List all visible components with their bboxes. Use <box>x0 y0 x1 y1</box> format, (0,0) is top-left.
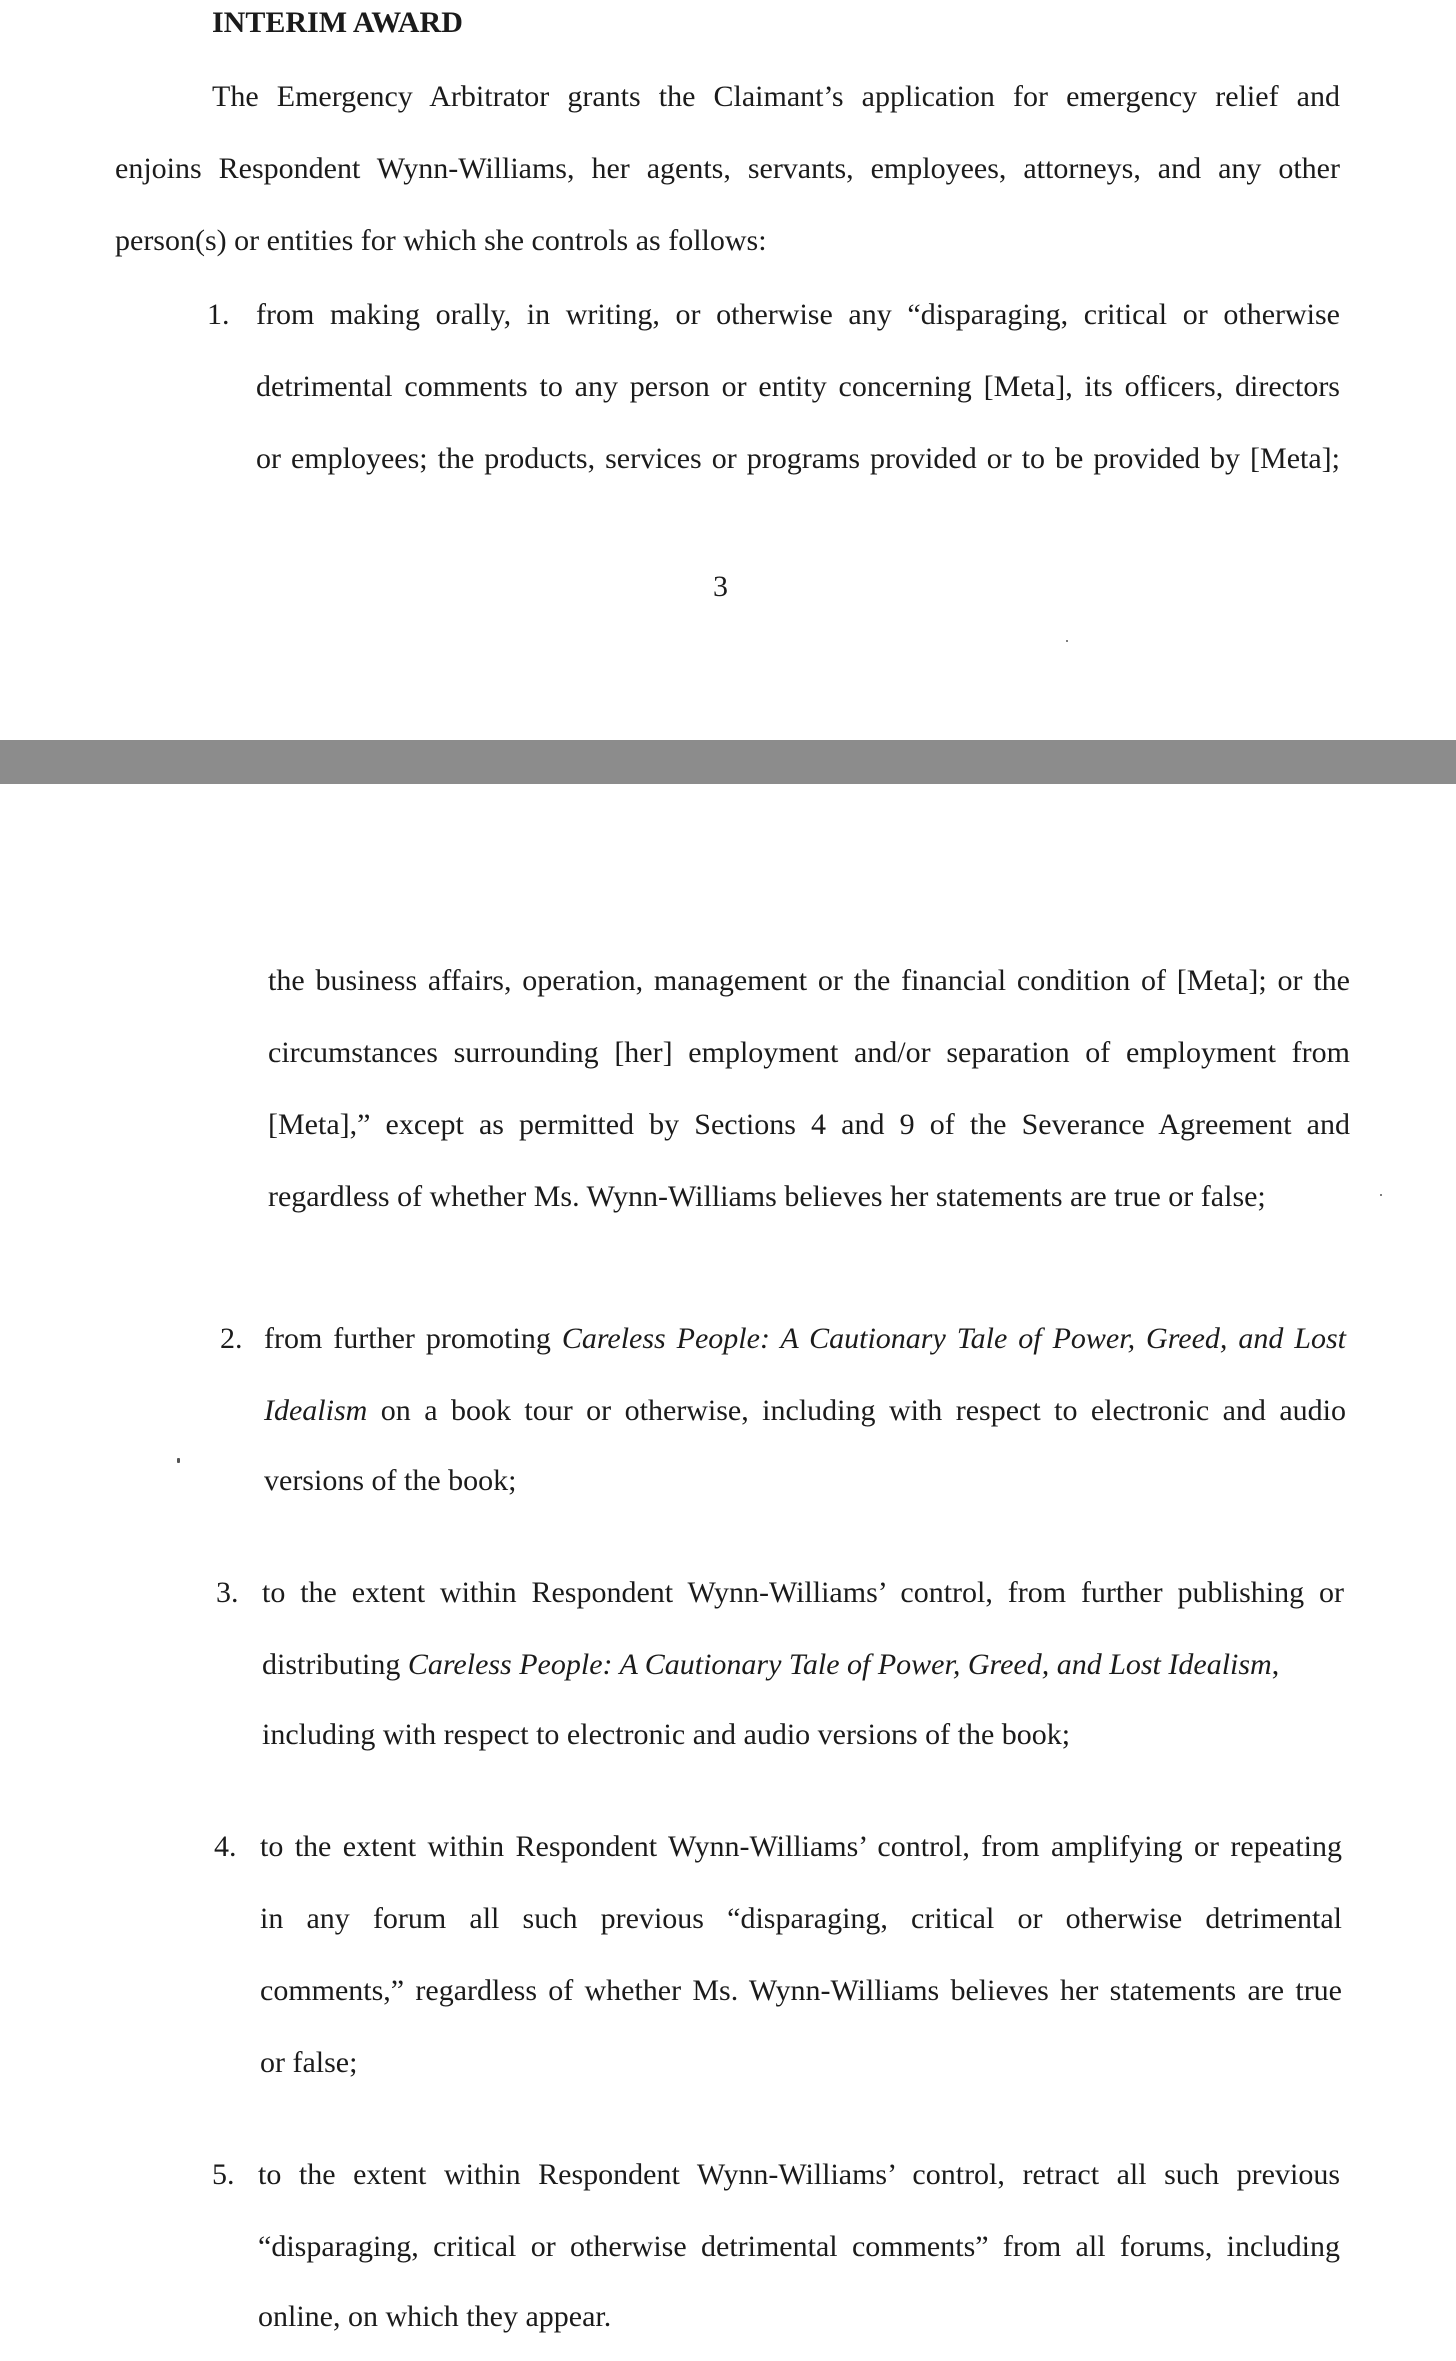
item-4-line-2: in any forum all such previous “disparaging, critical or otherwise detrimental <box>260 1902 1342 1935</box>
item-2-number: 2. <box>220 1322 243 1355</box>
item-4-line-1: to the extent within Respondent Wynn-Williams’ control, from amplifying or repeating <box>260 1830 1342 1863</box>
item-3-line-3: including with respect to electronic and audio versions of the book; <box>262 1718 1071 1751</box>
item-3-suffix: , <box>1271 1648 1280 1681</box>
item-3-prefix: distributing <box>262 1648 408 1681</box>
scan-speck <box>1066 640 1068 642</box>
item-4-line-3: comments,” regardless of whether Ms. Wynn-Williams believes her statements are true <box>260 1974 1342 2007</box>
item-1-cont-line-3: [Meta],” except as permitted by Sections 4 and 9 of the Severance Agreement and <box>268 1108 1350 1141</box>
intro-line-2: enjoins Respondent Wynn-Williams, her agents, servants, employees, attorneys, and any other <box>115 152 1340 185</box>
item-1-cont-line-4: regardless of whether Ms. Wynn-Williams believes her statements are true or false; <box>268 1180 1266 1213</box>
item-2-prefix: from further promoting <box>264 1322 562 1355</box>
item-4-line-4: or false; <box>260 2046 358 2079</box>
item-2-line-3: versions of the book; <box>264 1464 517 1497</box>
item-1-line-2: detrimental comments to any person or entity concerning [Meta], its officers, directors <box>256 370 1340 403</box>
item-4-number: 4. <box>214 1830 237 1863</box>
scan-speck-2 <box>1380 1194 1382 1196</box>
item-1-cont-line-1: the business affairs, operation, management or the financial condition of [Meta]; or the <box>268 964 1350 997</box>
item-1-cont-line-2: circumstances surrounding [her] employment and/or separation of employment from <box>268 1036 1350 1069</box>
item-5-number: 5. <box>212 2158 235 2191</box>
item-2-line-1 <box>264 1322 1346 1356</box>
item-3-line-1: to the extent within Respondent Wynn-Williams’ control, from further publishing or <box>262 1576 1344 1609</box>
page-separator <box>0 740 1456 784</box>
item-2-line-2 <box>264 1394 1346 1428</box>
intro-line-1: The Emergency Arbitrator grants the Claimant’s application for emergency relief and <box>212 80 1340 113</box>
scan-speck-3 <box>177 1458 180 1463</box>
item-5-line-2: “disparaging, critical or otherwise detrimental comments” from all forums, including <box>258 2230 1340 2263</box>
item-3-number: 3. <box>216 1576 239 1609</box>
item-3-book-title: Careless People: A Cautionary Tale of Power, Greed, and Lost Idealism <box>407 1648 1272 1681</box>
item-1-line-1: from making orally, in writing, or otherwise any “disparaging, critical or otherwise <box>256 298 1340 331</box>
intro-line-3: person(s) or entities for which she controls as follows: <box>115 224 767 257</box>
heading: INTERIM AWARD <box>212 6 463 39</box>
item-5-line-3: online, on which they appear. <box>258 2300 612 2333</box>
item-2-suffix: on a book tour or otherwise, including with respect to electronic and audio <box>367 1394 1346 1427</box>
item-2-book-title-part1: Careless People: A Cautionary Tale of Power, Greed, and Lost <box>561 1322 1346 1355</box>
item-1-number: 1. <box>207 298 230 331</box>
item-3-line-2 <box>262 1648 1279 1682</box>
item-1-line-3: or employees; the products, services or programs provided or to be provided by [Meta]; <box>256 442 1340 475</box>
page-top <box>0 0 1456 740</box>
item-5-line-1: to the extent within Respondent Wynn-Williams’ control, retract all such previous <box>258 2158 1340 2191</box>
item-2-book-title-part2: Idealism <box>264 1394 368 1427</box>
page-number: 3 <box>713 570 728 603</box>
page-bottom <box>0 784 1456 2361</box>
